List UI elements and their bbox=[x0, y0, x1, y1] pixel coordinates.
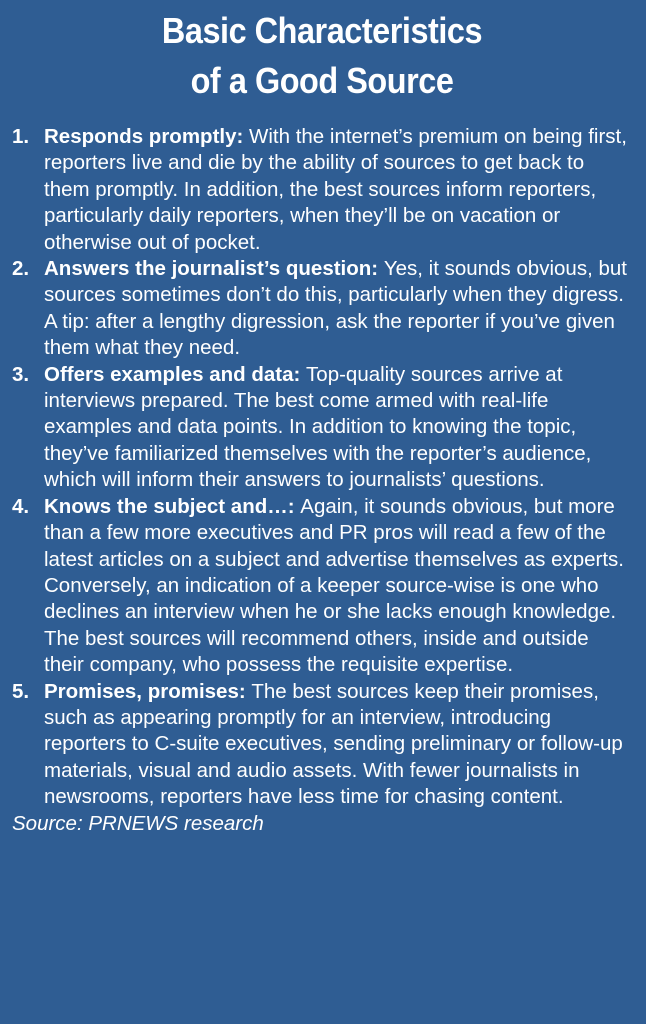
panel-title bbox=[43, 6, 601, 106]
list-item-promises bbox=[12, 679, 632, 811]
item-text: The best sources keep their promises, such as appearing promptly for an interview, introducing reporters to C-suite executives, sending preliminary or follow-up materials, visual and audio assets. With fewer journalists in newsrooms, reporters have less time for chasing content. bbox=[44, 679, 623, 809]
item-heading: Offers examples and data: bbox=[44, 362, 307, 386]
list-item-responds-promptly bbox=[12, 124, 632, 256]
list-item-answers-question bbox=[12, 256, 632, 362]
list-item-knows-subject bbox=[12, 494, 632, 679]
item-number: 1. bbox=[12, 125, 30, 148]
title-line-1: Basic Characteristics bbox=[161, 10, 483, 51]
characteristics-list bbox=[12, 124, 632, 811]
item-number: 3. bbox=[12, 362, 30, 386]
item-heading: Knows the subject and…: bbox=[44, 494, 301, 518]
item-text: With the internet’s premium on being first, reporters live and die by the ability of sources to get back to them promptly. In addition, the best sources inform reporters, particularly daily reporters, when they’ll be on vacation or otherwise out of pocket. bbox=[44, 125, 627, 254]
list-item-examples-data bbox=[12, 362, 632, 494]
item-heading: Responds promptly: bbox=[44, 125, 250, 148]
item-number: 4. bbox=[12, 494, 30, 518]
item-text: Top-quality sources arrive at interviews prepared. The best come armed with real-life examples and data points. In addition to knowing the topic, they’ve familiarized themselves with the reporter’s audience, which will inform their answers to journalists’ questions. bbox=[44, 362, 592, 492]
item-number: 2. bbox=[12, 257, 30, 281]
item-heading: Answers the journalist’s question: bbox=[44, 257, 384, 281]
item-text: Again, it sounds obvious, but more than a few more executives and PR pros will read a few of the latest articles on a subject and advertise themselves as experts. Conversely, an indication of a keeper source-wise is one who declines an interview when he or she lacks enough knowledge. The best sources will recommend others, inside and outside their company, who possess the requisite expertise. bbox=[44, 494, 624, 677]
source-credit: Source: PRNEWS research bbox=[12, 811, 264, 835]
item-text: Yes, it sounds obvious, but sources sometimes don’t do this, particularly when they digress. A tip: after a lengthy digression, ask the reporter if you’ve given them what they need. bbox=[44, 257, 627, 360]
item-number: 5. bbox=[12, 679, 30, 703]
title-line-2: of a Good Source bbox=[190, 60, 454, 101]
item-heading: Promises, promises: bbox=[44, 679, 252, 703]
